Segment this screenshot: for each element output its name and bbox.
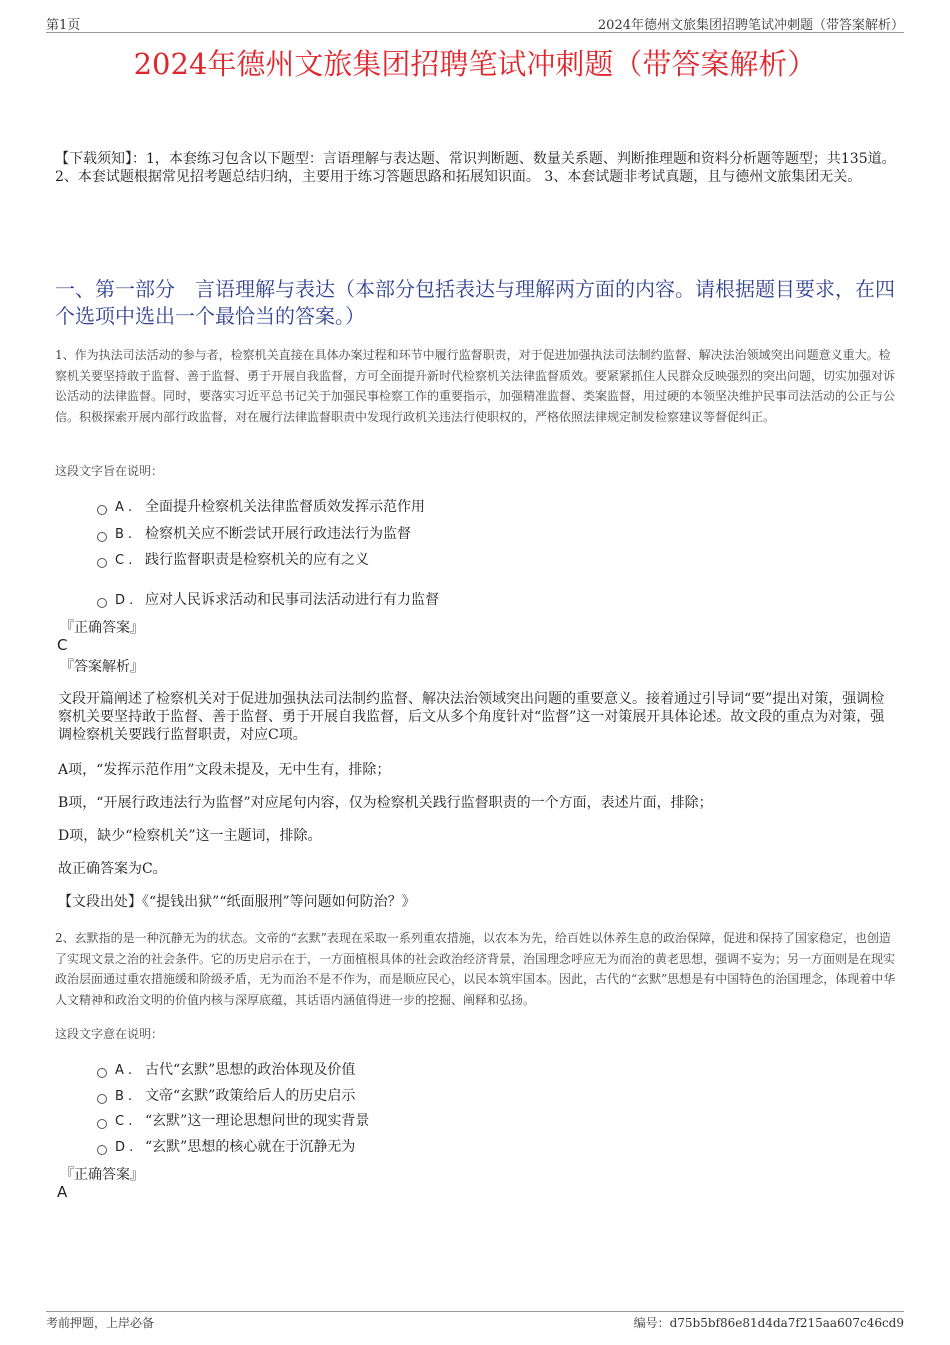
download-notice: 【下载须知】：1，本套练习包含以下题型：言语理解与表达题、常识判断题、数量关系题、判断推理题和资料分析题等题型；共135道。 2、本套试题根据常见招考题总结归纳，主要用于练习答题思路和拓展知识面。 3、本套试题非考试真题，且与德州文旅集团无关。 [55, 151, 896, 185]
analysis-paragraph: 故正确答案为C。 [58, 861, 167, 877]
section-heading: 一、第一部分 言语理解与表达（本部分包括表达与理解两方面的内容。请根据题目要求，在四个选项中选出一个最恰当的答案。） [55, 277, 895, 328]
question-2-option-a[interactable]: A . 古代“玄默”思想的政治体现及价值 [97, 1059, 355, 1079]
question-2-stem: 2、玄默指的是一种沉静无为的状态。文帝的“玄默”表现在采取一系列重农措施，以农本为先，给百姓以休养生息的政治保障，促进和保持了国家稳定，也创造了实现文景之治的社会条件。它的历史启示在于，一方面植根具体的社会政治经济背景，治国理念呼应无为而治的黄老思想，强调不妄为；另一方面则是在现实政治层面通过重农措施缓和阶级矛盾，无为而治不是不作为，而是顺应民心，以民本筑牢国本。因此，古代的“玄默”思想是有中国特色的治国理念，体现着中华人文精神和政治文明的价值内核与深厚底蕴，其话语内涵值得进一步的挖掘、阐释和弘扬。 [55, 931, 896, 1007]
question-1-option-c[interactable]: C . 践行监督职责是检察机关的应有之义 [97, 549, 369, 569]
radio-icon[interactable] [97, 1068, 107, 1078]
radio-icon[interactable] [97, 1119, 107, 1129]
question-2-option-d[interactable]: D . “玄默”思想的核心就在于沉静无为 [97, 1136, 355, 1156]
analysis-paragraph: B项，“开展行政违法行为监督”对应尾句内容，仅为检察机关践行监督职责的一个方面，表述片面，排除； [58, 795, 713, 811]
question-2-option-c[interactable]: C . “玄默”这一理论思想问世的现实背景 [97, 1110, 369, 1130]
radio-icon[interactable] [97, 532, 107, 542]
question-1-option-d[interactable]: D . 应对人民诉求活动和民事司法活动进行有力监督 [97, 589, 439, 609]
header-divider [46, 32, 904, 33]
page-number: 第1页 [46, 18, 81, 33]
analysis-paragraph: A项，“发挥示范作用”文段未提及，无中生有，排除； [58, 762, 391, 778]
analysis-paragraph: D项，缺少“检察机关”这一主题词，排除。 [58, 828, 322, 844]
page-header [46, 14, 904, 32]
analysis-paragraph: 文段开篇阐述了检察机关对于促进加强执法司法制约监督、解决法治领域突出问题的重要意义。接着通过引导词“要”提出对策，强调检察机关要坚持敢于监督、善于监督、勇于开展自我监督，后文从多个角度针对“监督”这一对策展开具体论述。故文段的重点为对策，强调检察机关要践行监督职责，对应C项。 [58, 691, 885, 743]
question-1-stem: 1、作为执法司法活动的参与者，检察机关直接在具体办案过程和环节中履行监督职责，对于促进加强执法司法制约监督、解决法治领域突出问题意义重大。检察机关要坚持敢于监督、善于监督、勇于开展自我监督，方可全面提升新时代检察机关法律监督质效。要紧紧抓住人民群众反映强烈的突出问题，切实加强对诉讼活动的法律监督。同时，要落实习近平总书记关于加强民事检察工作的重要指示，加强精准监督、类案监督，用过硬的本领坚决维护民事司法活动的公正与公信。积极探索开展内部行政监督，对在履行法律监督职责中发现行政机关违法行使职权的，严格依照法律规定制发检察建议等督促纠正。 [55, 348, 896, 424]
radio-icon[interactable] [97, 505, 107, 515]
question-1-answer-label: 『正确答案』 [60, 620, 144, 636]
footer-divider [46, 1311, 904, 1312]
footer-doc-id: 编号：d75b5bf86e81d4da7f215aa607c46cd9 [633, 1316, 904, 1330]
radio-icon[interactable] [97, 1094, 107, 1104]
radio-icon[interactable] [97, 598, 107, 608]
question-1-answer: C [57, 636, 68, 654]
analysis-source: 【文段出处】《“提钱出狱”“纸面服刑”等问题如何防治？》 [58, 894, 416, 910]
header-doc-title: 2024年德州文旅集团招聘笔试冲刺题（带答案解析） [597, 18, 904, 33]
question-2-answer: A [57, 1183, 68, 1201]
document-title: 2024年德州文旅集团招聘笔试冲刺题（带答案解析） [133, 47, 817, 81]
question-1-analysis-label: 『答案解析』 [60, 659, 144, 675]
question-2-answer-label: 『正确答案』 [60, 1167, 144, 1183]
question-2-prompt: 这段文字意在说明： [55, 1027, 164, 1041]
radio-icon[interactable] [97, 1145, 107, 1155]
question-1-option-a[interactable]: A . 全面提升检察机关法律监督质效发挥示范作用 [97, 496, 425, 516]
question-2-option-b[interactable]: B . 文帝“玄默”政策给后人的历史启示 [97, 1085, 355, 1105]
question-1-prompt: 这段文字旨在说明： [55, 464, 164, 478]
radio-icon[interactable] [97, 558, 107, 568]
question-1-option-b[interactable]: B . 检察机关应不断尝试开展行政违法行为监督 [97, 523, 411, 543]
footer-slogan: 考前押题，上岸必备 [46, 1316, 155, 1330]
